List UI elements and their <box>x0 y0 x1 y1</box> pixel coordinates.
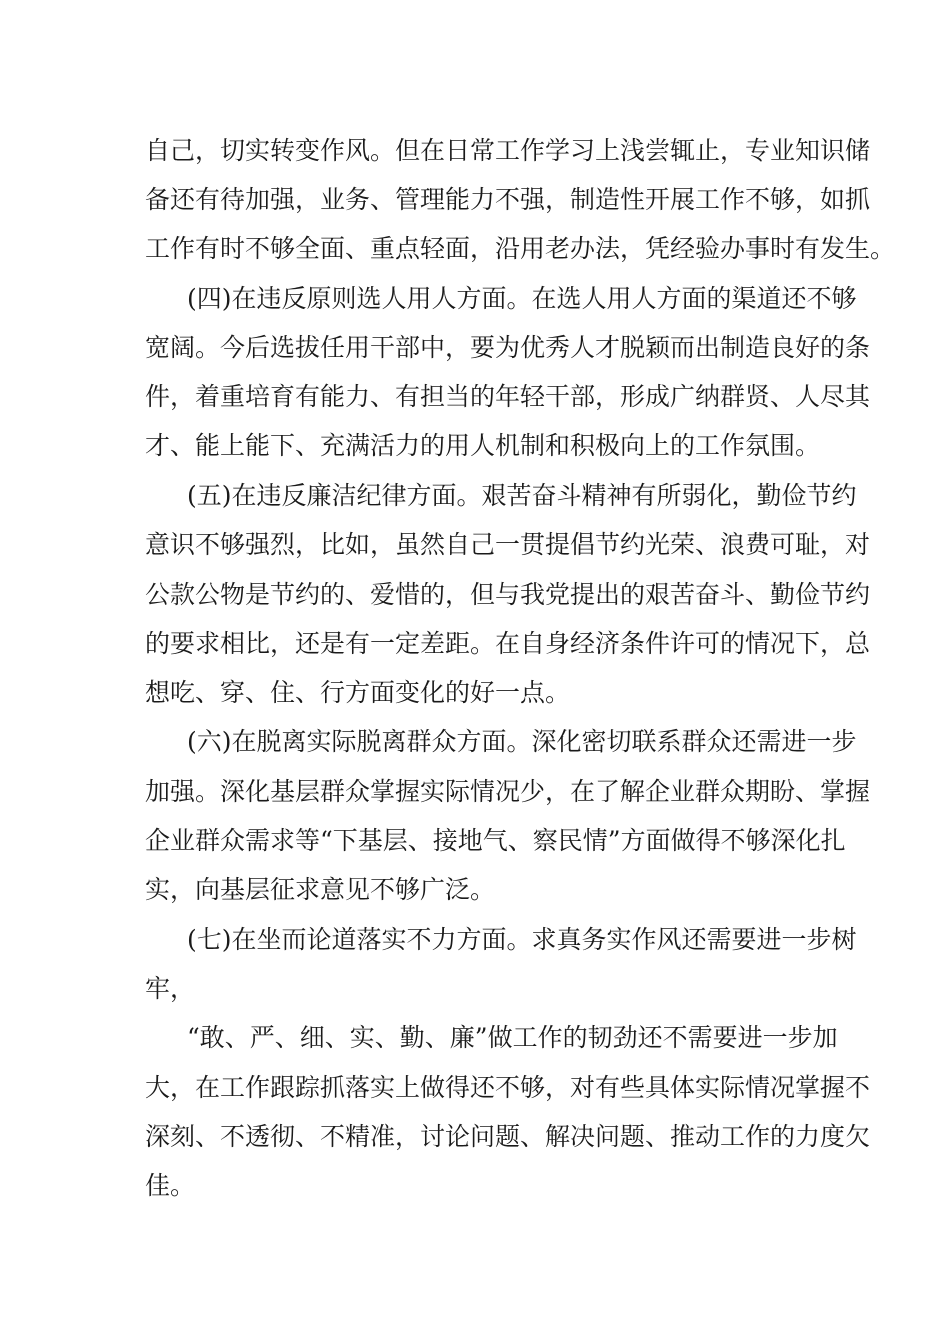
text-line: 件，着重培育有能力、有担当的年轻干部，形成广纳群贤、人尽其 <box>145 382 871 411</box>
text-line: 的要求相比，还是有一定差距。在自身经济条件许可的情况下，总 <box>145 629 871 658</box>
text-line: 宽阔。今后选拔任用干部中，要为优秀人才脱颖而出制造良好的条 <box>145 333 871 362</box>
text-line: (五)在违反廉洁纪律方面。艰苦奋斗精神有所弱化，勤俭节约 <box>187 481 857 510</box>
text-line: “敢、严、细、实、勤、廉”做工作的韧劲还不需要进一步加 <box>187 1023 838 1052</box>
text-line: (七)在坐而论道落实不力方面。求真务实作风还需要进一步树 <box>187 925 857 954</box>
text-line: 企业群众需求等“下基层、接地气、察民情”方面做得不够深化扎 <box>145 826 846 855</box>
text-line: 公款公物是节约的、爱惜的，但与我党提出的艰苦奋斗、勤俭节约 <box>145 580 871 609</box>
text-line: 意识不够强烈，比如，虽然自己一贯提倡节约光荣、浪费可耻，对 <box>145 530 871 559</box>
text-line: 牢， <box>145 974 196 1003</box>
text-line: 深刻、不透彻、不精准，讨论问题、解决问题、推动工作的力度欠 <box>145 1122 871 1151</box>
text-line: 备还有待加强，业务、管理能力不强，制造性开展工作不够，如抓 <box>145 185 871 214</box>
text-line: 佳。 <box>145 1171 196 1200</box>
text-line: 实，向基层征求意见不够广泛。 <box>145 875 496 904</box>
text-line: 大，在工作跟踪抓落实上做得还不够，对有些具体实际情况掌握不 <box>145 1073 871 1102</box>
text-line: 加强。深化基层群众掌握实际情况少，在了解企业群众期盼、掌握 <box>145 777 871 806</box>
text-line: (六)在脱离实际脱离群众方面。深化密切联系群众还需进一步 <box>187 727 857 756</box>
text-line: 工作有时不够全面、重点轻面，沿用老办法，凭经验办事时有发生。 <box>145 234 896 263</box>
text-line: 想吃、穿、住、行方面变化的好一点。 <box>145 678 571 707</box>
text-line: (四)在违反原则选人用人方面。在选人用人方面的渠道还不够 <box>187 284 857 313</box>
text-line: 自己，切实转变作风。但在日常工作学习上浅尝辄止，专业知识储 <box>145 136 871 165</box>
text-line: 才、能上能下、充满活力的用人机制和积极向上的工作氛围。 <box>145 431 821 460</box>
